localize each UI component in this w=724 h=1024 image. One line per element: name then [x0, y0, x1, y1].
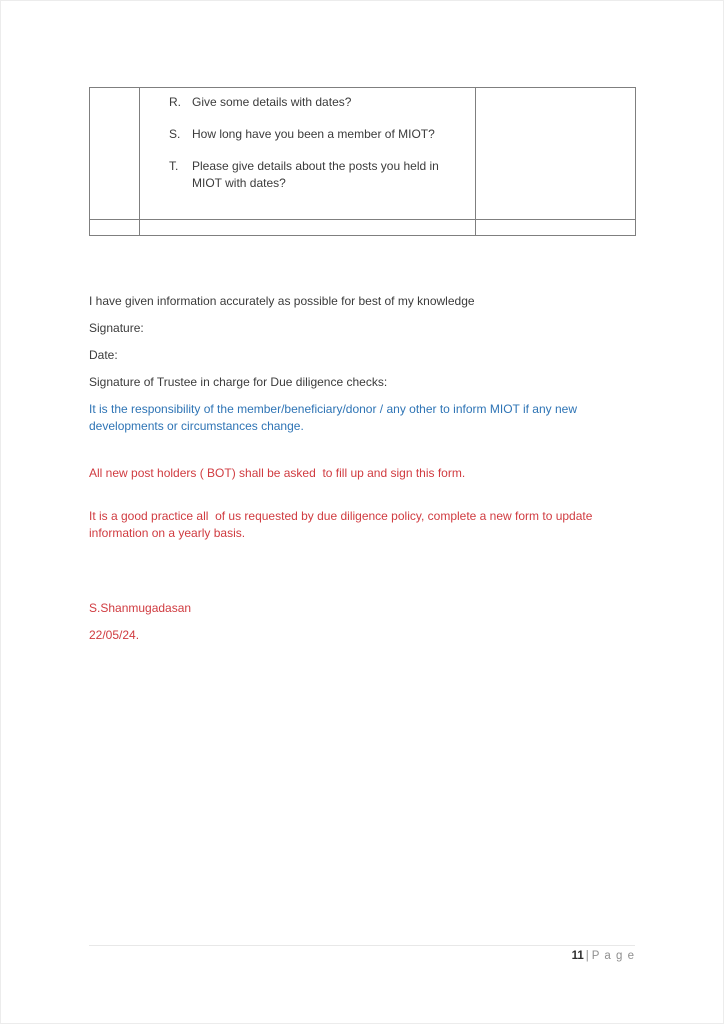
- footer-page-label: P a g e: [591, 950, 635, 962]
- question-letter: R.: [169, 95, 181, 109]
- post-holders-note: All new post holders ( BOT) shall be asked to fill up and sign this form.: [89, 466, 466, 480]
- question-letter: T.: [169, 159, 179, 173]
- table-row: [90, 220, 636, 236]
- table-cell-mid: [140, 220, 476, 236]
- table-cell-questions: [140, 88, 476, 220]
- date-label: Date:: [89, 348, 118, 362]
- page-footer: [89, 945, 635, 962]
- signatory-name: S.Shanmugadasan: [89, 601, 192, 615]
- question-letter: S.: [169, 127, 181, 141]
- declaration-text: I have given information accurately as possible for best of my knowledge: [89, 294, 475, 308]
- table-cell-left: [90, 88, 140, 220]
- question-item: [169, 94, 467, 111]
- questions-table: [89, 87, 636, 236]
- responsibility-note: It is the responsibility of the member/beneficiary/donor / any other to inform MIOT if any new developments or circumstances change.: [89, 402, 581, 433]
- page-number: 11: [571, 950, 584, 962]
- table-row: [90, 88, 636, 220]
- question-text: Please give details about the posts you held in MIOT with dates?: [192, 159, 439, 190]
- question-item: [169, 126, 467, 143]
- signature-date: 22/05/24.: [89, 628, 140, 642]
- question-text: Give some details with dates?: [192, 95, 352, 109]
- document-body: [89, 293, 647, 654]
- question-item: [169, 158, 467, 192]
- table-cell-answer: [476, 88, 636, 220]
- trustee-signature-label: Signature of Trustee in charge for Due diligence checks:: [89, 375, 388, 389]
- signature-label: Signature:: [89, 321, 144, 335]
- question-text: How long have you been a member of MIOT?: [192, 127, 435, 141]
- table-cell-answer: [476, 220, 636, 236]
- footer-separator: |: [585, 950, 589, 962]
- good-practice-note: It is a good practice all of us requested by due diligence policy, complete a new form to update information on a yearly basis.: [89, 509, 596, 540]
- table-cell-left: [90, 220, 140, 236]
